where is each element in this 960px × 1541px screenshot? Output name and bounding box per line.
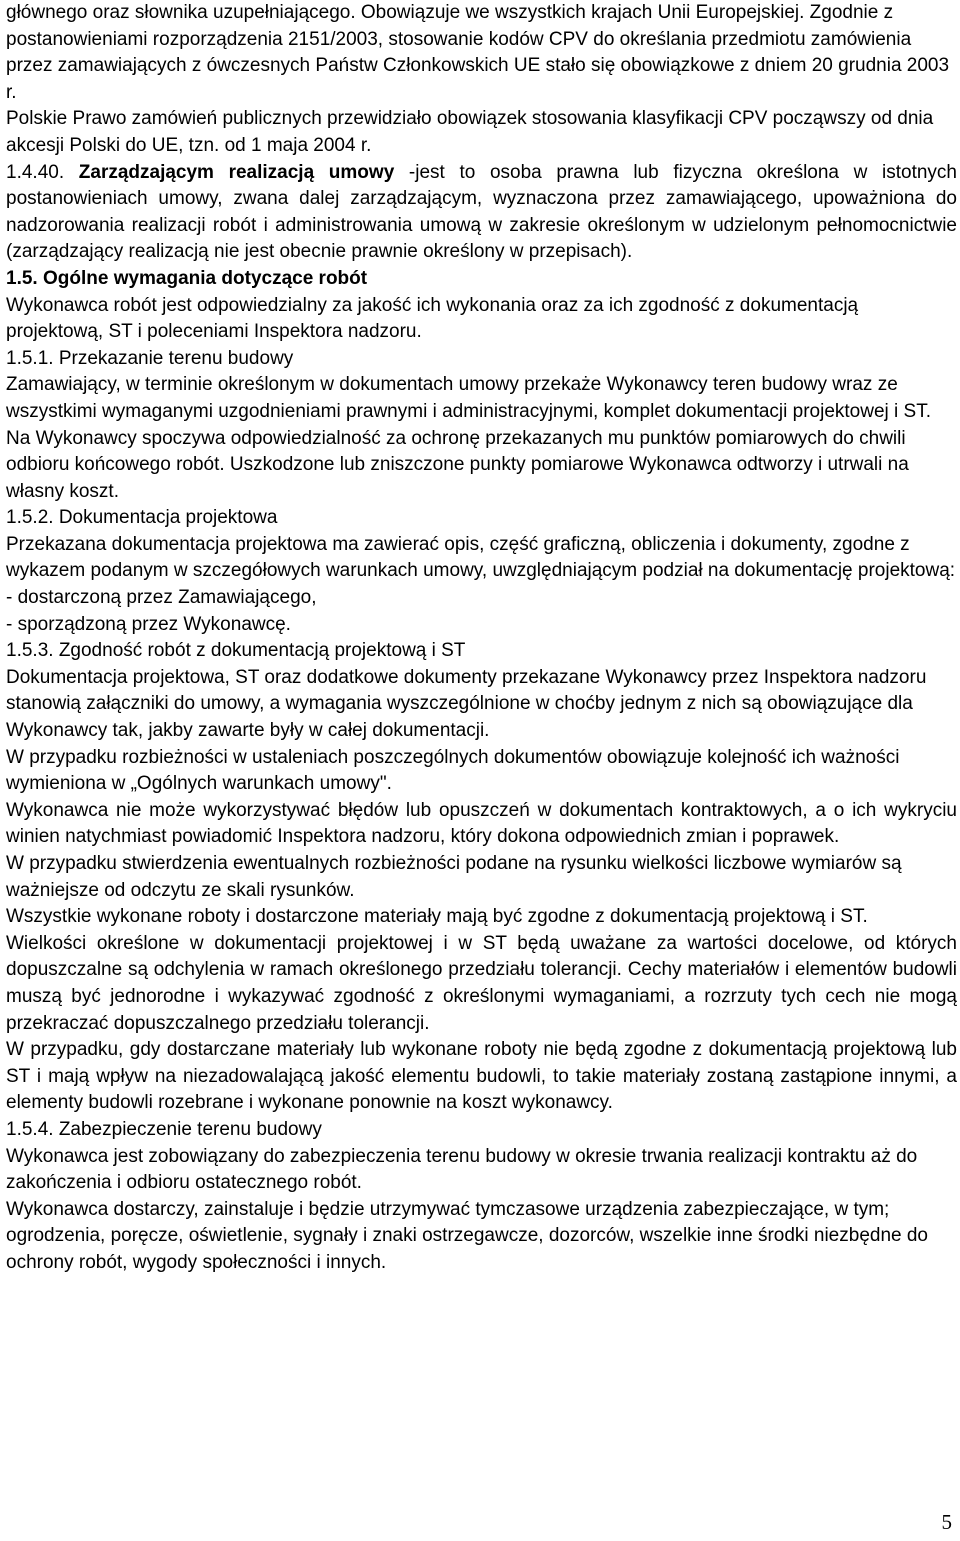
paragraph-nonconforming-materials: W przypadku, gdy dostarczane materiały lub wykonane roboty nie będą zgodne z dokumentacją projektową lub ST i mają wpływ na niezadowalającą jakość elementu budowli, to takie materiały zostaną zastąpione innymi, a elementy budowli rozebrane i wykonane ponownie na koszt wykonawcy.: [6, 1039, 957, 1114]
paragraph-project-documentation: Przekazana dokumentacja projektowa ma zawierać opis, część graficzną, obliczenia i dokumenty, zgodne z wykazem podanym w szczegółowych warunkach umowy, uwzględniającym podział na dokumentację projektową:: [6, 533, 956, 582]
paragraph-documents-attachments: Dokumentacja projektowa, ST oraz dodatkowe dokumenty przekazane Wykonawcy przez Inspektora nadzoru stanowią załączniki do umowy, a wymagania wyszczególnione w choćby jednym z nich są obowiązujące dla Wykonawcy tak, jakby zawarte były w całej dokumentacji.: [6, 666, 927, 742]
definition-term: Zarządzającym realizacją umowy: [78, 161, 395, 183]
document-page: [6, 0, 957, 1277]
definition-number: 1.4.40.: [6, 161, 65, 183]
paragraph-tolerances: Wielkości określone w dokumentacji projektowej i w ST będą uważane za wartości docelowe, od których dopuszczalne są odchylenia w ramach określonego przedziału tolerancji. Cechy materiałów i elementów budowli muszą być jednorodne i wykazywać zgodność z określonymi wymaganiami, a rozrzuty tych cech nie mogą przekraczać dopuszczalnego przedziału tolerancji.: [6, 932, 957, 1034]
subsection-heading-1-5-2: 1.5.2. Dokumentacja projektowa: [6, 507, 278, 529]
paragraph-dimensions-priority: W przypadku stwierdzenia ewentualnych rozbieżności podane na rysunku wielkości liczbowe wymiarów są ważniejsze od odczytu ze skali rysunków.: [6, 853, 902, 901]
paragraph-general-requirements: Wykonawca robót jest odpowiedzialny za jakość ich wykonania oraz za ich zgodność z dokumentacją projektową, ST i poleceniami Inspektora nadzoru.: [6, 294, 859, 343]
definition-text: -jest to osoba prawna lub fizyczna określona w istotnych postanowieniach umowy, zwana dalej zarządzającym, wyznaczona przez zamawiającego, upoważniona do nadzorowania realizacji robót i administrowania umową w zakresie określonym w udzielonym pełnomocnictwie (zarządzający realizacją nie jest obecnie prawnie określony w przepisach).: [6, 161, 957, 263]
paragraph-site-security: Wykonawca jest zobowiązany do zabezpieczenia terenu budowy w okresie trwania realizacji kontraktu aż do zakończenia i odbioru ostatecznego robót.: [6, 1145, 918, 1194]
paragraph-errors-omissions: Wykonawca nie może wykorzystywać błędów lub opuszczeń w dokumentach kontraktowych, a o ich wykryciu winien natychmiast powiadomić Inspektora nadzoru, który dokona odpowiednich zmian i poprawek.: [6, 799, 957, 848]
paragraph-site-handover: Zamawiający, w terminie określonym w dokumentach umowy przekaże Wykonawcy teren budowy wraz ze wszystkimi wymaganymi uzgodnieniami prawnymi i administracyjnymi, komplet dokumentacji projektowej i ST.: [6, 374, 931, 422]
page-number: 5: [941, 1510, 952, 1534]
paragraph-works-compliance: Wszystkie wykonane roboty i dostarczone materiały mają być zgodne z dokumentacją projektową i ST.: [6, 906, 868, 928]
subsection-heading-1-5-3: 1.5.3. Zgodność robót z dokumentacją projektową i ST: [6, 640, 466, 662]
paragraph-discrepancies-order: W przypadku rozbieżności w ustaleniach poszczególnych dokumentów obowiązuje kolejność ich ważności wymieniona w „Ogólnych warunkach umowy".: [6, 746, 900, 795]
paragraph-survey-points: Na Wykonawcy spoczywa odpowiedzialność za ochronę przekazanych mu punktów pomiarowych do chwili odbioru końcowego robót. Uszkodzone lub zniszczone punkty pomiarowe Wykonawca odtworzy i utrwali na własny koszt.: [6, 427, 909, 502]
list-item-by-employer: - dostarczoną przez Zamawiającego,: [6, 587, 317, 609]
paragraph-cpv-intro: głównego oraz słownika uzupełniającego. Obowiązuje we wszystkich krajach Unii Europejskiej. Zgodnie z postanowieniami rozporządzenia 2151/2003, stosowanie kodów CPV do określania przedmiotu zamówienia przez zamawiających z ówczesnych Państw Członkowskich UE stało się obowiązkowe z dniem 20 grudnia 2003 r.: [6, 2, 950, 103]
subsection-heading-1-5-4: 1.5.4. Zabezpieczenie terenu budowy: [6, 1118, 322, 1140]
list-item-by-contractor: - sporządzoną przez Wykonawcę.: [6, 613, 291, 635]
section-heading-1-5: 1.5. Ogólne wymagania dotyczące robót: [6, 267, 368, 289]
paragraph-temporary-safety: Wykonawca dostarczy, zainstaluje i będzie utrzymywać tymczasowe urządzenia zabezpieczające, w tym; ogrodzenia, poręcze, oświetlenie, sygnały i znaki ostrzegawcze, dozorców, wszelkie inne środki niezbędne do ochrony robót, wygody społeczności i innych.: [6, 1198, 929, 1273]
definition-1-4-40: [6, 160, 957, 266]
subsection-heading-1-5-1: 1.5.1. Przekazanie terenu budowy: [6, 347, 294, 369]
paragraph-cpv-poland: Polskie Prawo zamówień publicznych przewidziało obowiązek stosowania klasyfikacji CPV począwszy od dnia akcesji Polski do UE, tzn. od 1 maja 2004 r.: [6, 108, 934, 156]
